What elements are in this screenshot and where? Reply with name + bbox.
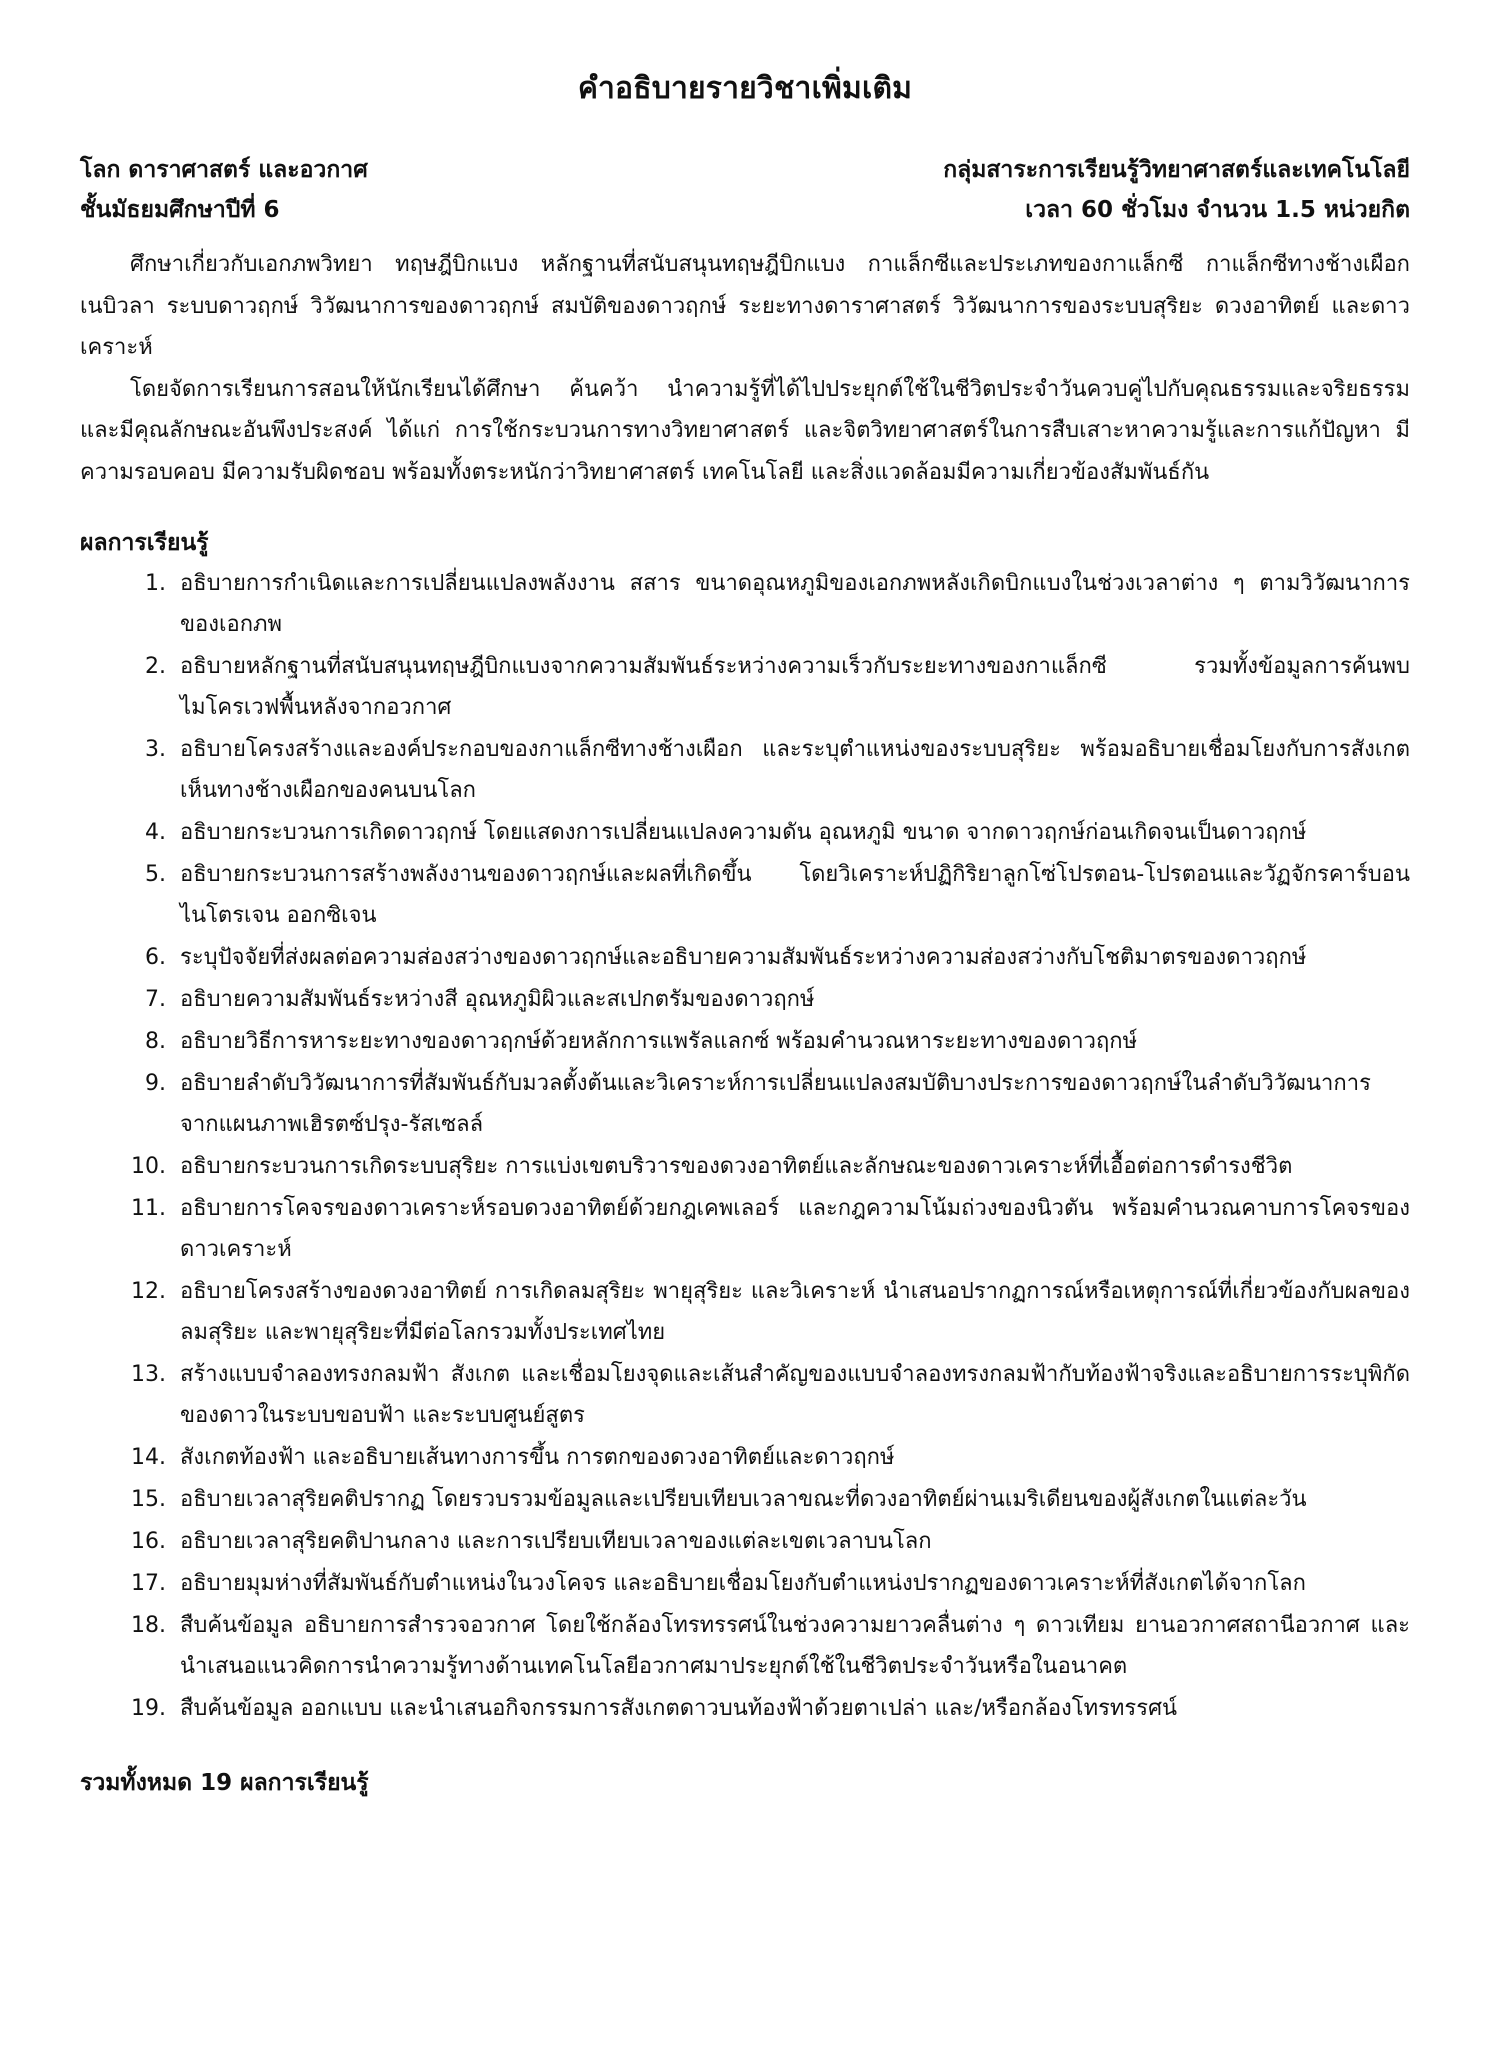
outcome-text: สืบค้นข้อมูล ออกแบบ และนำเสนอกิจกรรมการสังเกตดาวบนท้องฟ้าด้วยตาเปล่า และ/หรือกล้องโทรทรรศน์: [180, 1696, 1178, 1721]
description-paragraph: โดยจัดการเรียนการสอนให้นักเรียนได้ศึกษา ค้นคว้า นำความรู้ที่ได้ไปประยุกต์ใช้ในชีวิตประจำวันควบคู่ไปกับคุณธรรมและจริยธรรม และมีคุณลักษณะอันพึงประสงค์ ได้แก่ การใช้กระบวนการทางวิทยาศาสตร์ และจิตวิทยาศาสตร์ในการสืบเสาะหาความรู้และการแก้ปัญหา มีความรอบคอบ มีความรับผิดชอบ พร้อมทั้งตระหนักว่าวิทยาศาสตร์ เทคโนโลยี และสิ่งแวดล้อมมีความเกี่ยวข้องสัมพันธ์กัน: [80, 376, 1410, 485]
outcome-text: สืบค้นข้อมูล อธิบายการสำรวจอวกาศ โดยใช้กล้องโทรทรรศน์ในช่วงความยาวคลื่นต่าง ๆ ดาวเทียม ยานอวกาศสถานีอวกาศ และนำเสนอแนวคิดการนำความรู้ทางด้านเทคโนโลยีอวกาศมาประยุกต์ใช้ในชีวิตประจำวันหรือในอนาคต: [180, 1613, 1410, 1679]
outcome-number: 18.: [131, 1613, 166, 1638]
outcome-item: [80, 979, 1410, 1020]
outcome-number: 7.: [145, 987, 166, 1012]
outcomes-total: รวมทั้งหมด 19 ผลการเรียนรู้: [80, 1770, 369, 1796]
outcome-item: [80, 854, 1410, 936]
outcome-text: อธิบายมุมห่างที่สัมพันธ์กับตำแหน่งในวงโคจร และอธิบายเชื่อมโยงกับตำแหน่งปรากฏของดาวเคราะห์ที่สังเกตได้จากโลก: [180, 1571, 1306, 1596]
outcome-number: 8.: [145, 1029, 166, 1054]
outcome-item: [80, 1688, 1410, 1729]
outcome-text: อธิบายกระบวนการสร้างพลังงานของดาวฤกษ์และผลที่เกิดขึ้น โดยวิเคราะห์ปฏิกิริยาลูกโซ่โปรตอน-โปรตอนและวัฏจักรคาร์บอน ไนโตรเจน ออกซิเจน: [180, 862, 1410, 928]
outcome-number: 4.: [145, 820, 166, 845]
outcome-item: [80, 1188, 1410, 1270]
meta-row-grade: [80, 190, 1410, 230]
outcome-text: อธิบายโครงสร้างของดวงอาทิตย์ การเกิดลมสุริยะ พายุสุริยะ และวิเคราะห์ นำเสนอปรากฏการณ์หรือเหตุการณ์ที่เกี่ยวข้องกับผลของลมสุริยะ และพายุสุริยะที่มีต่อโลกรวมทั้งประเทศไทย: [180, 1279, 1410, 1345]
outcome-number: 12.: [131, 1279, 166, 1304]
outcome-item: [80, 729, 1410, 811]
outcome-number: 17.: [131, 1571, 166, 1596]
outcomes-list: [80, 563, 1410, 1729]
outcome-text: อธิบายกระบวนการเกิดดาวฤกษ์ โดยแสดงการเปลี่ยนแปลงความดัน อุณหภูมิ ขนาด จากดาวฤกษ์ก่อนเกิดจนเป็นดาวฤกษ์: [180, 820, 1307, 845]
outcome-number: 10.: [131, 1154, 166, 1179]
outcome-item: [80, 1563, 1410, 1604]
outcome-item: [80, 1021, 1410, 1062]
outcome-text: อธิบายวิธีการหาระยะทางของดาวฤกษ์ด้วยหลักการแพรัลแลกซ์ พร้อมคำนวณหาระยะทางของดาวฤกษ์: [180, 1029, 1138, 1054]
outcome-item: [80, 1479, 1410, 1520]
outcome-text: อธิบายลำดับวิวัฒนาการที่สัมพันธ์กับมวลตั้งต้นและวิเคราะห์การเปลี่ยนแปลงสมบัติบางประการของดาวฤกษ์ในลำดับวิวัฒนาการ จากแผนภาพเฮิรตซ์ปรุง-รัสเซลล์: [180, 1071, 1371, 1137]
outcome-number: 15.: [131, 1487, 166, 1512]
outcome-item: [80, 646, 1410, 728]
outcome-text: อธิบายเวลาสุริยคติปรากฏ โดยรวบรวมข้อมูลและเปรียบเทียบเวลาขณะที่ดวงอาทิตย์ผ่านเมริเดียนของผู้สังเกตในแต่ละวัน: [180, 1487, 1307, 1512]
outcome-text: อธิบายเวลาสุริยคติปานกลาง และการเปรียบเทียบเวลาของแต่ละเขตเวลาบนโลก: [180, 1529, 932, 1554]
grade-level: ชั้นมัธยมศึกษาปีที่ 6: [80, 197, 280, 223]
outcome-number: 9.: [145, 1071, 166, 1096]
outcome-number: 16.: [131, 1529, 166, 1554]
outcome-item: [80, 563, 1410, 645]
outcome-text: สังเกตท้องฟ้า และอธิบายเส้นทางการขึ้น การตกของดวงอาทิตย์และดาวฤกษ์: [180, 1445, 895, 1470]
outcome-text: อธิบายการโคจรของดาวเคราะห์รอบดวงอาทิตย์ด้วยกฎเคพเลอร์ และกฎความโน้มถ่วงของนิวตัน พร้อมคำนวณคาบการโคจรของดาวเคราะห์: [180, 1196, 1410, 1262]
time-credit: เวลา 60 ชั่วโมง จำนวน 1.5 หน่วยกิต: [1025, 197, 1410, 223]
document-page: [80, 50, 1410, 1803]
description-paragraph: ศึกษาเกี่ยวกับเอกภพวิทยา ทฤษฎีบิกแบง หลักฐานที่สนับสนุนทฤษฎีบิกแบง กาแล็กซีและประเภทของกาแล็กซี กาแล็กซีทางช้างเผือก เนบิวลา ระบบดาวฤกษ์ วิวัฒนาการของดาวฤกษ์ สมบัติของดาวฤกษ์ ระยะทางดาราศาสตร์ วิวัฒนาการของระบบสุริยะ ดวงอาทิตย์ และดาวเคราะห์: [80, 252, 1410, 360]
outcomes-heading: ผลการเรียนรู้: [80, 530, 209, 556]
outcome-number: 2.: [145, 654, 166, 679]
meta-row-course: [80, 150, 1410, 190]
course-description: [80, 244, 1410, 493]
outcome-item: [80, 1437, 1410, 1478]
outcome-text: ระบุปัจจัยที่ส่งผลต่อความส่องสว่างของดาวฤกษ์และอธิบายความสัมพันธ์ระหว่างความส่องสว่างกับโชติมาตรของดาวฤกษ์: [180, 945, 1307, 970]
outcome-number: 14.: [131, 1445, 166, 1470]
outcome-item: [80, 1605, 1410, 1687]
outcome-number: 11.: [131, 1196, 166, 1221]
outcome-item: [80, 1521, 1410, 1562]
outcome-item: [80, 1063, 1410, 1145]
course-name: โลก ดาราศาสตร์ และอวกาศ: [80, 157, 368, 183]
outcome-item: [80, 812, 1410, 853]
outcome-text: สร้างแบบจำลองทรงกลมฟ้า สังเกต และเชื่อมโยงจุดและเส้นสำคัญของแบบจำลองทรงกลมฟ้ากับท้องฟ้าจริงและอธิบายการระบุพิกัดของดาวในระบบขอบฟ้า และระบบศูนย์สูตร: [180, 1362, 1410, 1428]
outcome-number: 13.: [131, 1362, 166, 1387]
outcome-text: อธิบายโครงสร้างและองค์ประกอบของกาแล็กซีทางช้างเผือก และระบุตำแหน่งของระบบสุริยะ พร้อมอธิบายเชื่อมโยงกับการสังเกตเห็นทางช้างเผือกของคนบนโลก: [180, 737, 1410, 803]
outcome-number: 3.: [145, 737, 166, 762]
outcome-text: อธิบายกระบวนการเกิดระบบสุริยะ การแบ่งเขตบริวารของดวงอาทิตย์และลักษณะของดาวเคราะห์ที่เอื้อต่อการดำรงชีวิต: [180, 1154, 1293, 1179]
outcome-item: [80, 1146, 1410, 1187]
outcome-item: [80, 1354, 1410, 1436]
subject-group: กลุ่มสาระการเรียนรู้วิทยาศาสตร์และเทคโนโลยี: [943, 157, 1410, 183]
outcome-number: 6.: [145, 945, 166, 970]
document-title: คำอธิบายรายวิชาเพิ่มเติม: [577, 71, 913, 106]
outcome-number: 5.: [145, 862, 166, 887]
outcome-item: [80, 1271, 1410, 1353]
outcome-text: อธิบายหลักฐานที่สนับสนุนทฤษฎีบิกแบงจากความสัมพันธ์ระหว่างความเร็วกับระยะทางของกาแล็กซี รวมทั้งข้อมูลการค้นพบไมโครเวฟพื้นหลังจากอวกาศ: [180, 654, 1410, 720]
outcome-text: อธิบายการกำเนิดและการเปลี่ยนแปลงพลังงาน สสาร ขนาดอุณหภูมิของเอกภพหลังเกิดบิกแบงในช่วงเวลาต่าง ๆ ตามวิวัฒนาการของเอกภพ: [180, 571, 1410, 637]
outcome-number: 19.: [131, 1696, 166, 1721]
outcome-item: [80, 937, 1410, 978]
outcome-text: อธิบายความสัมพันธ์ระหว่างสี อุณหภูมิผิวและสเปกตรัมของดาวฤกษ์: [180, 987, 815, 1012]
outcome-number: 1.: [145, 571, 166, 596]
